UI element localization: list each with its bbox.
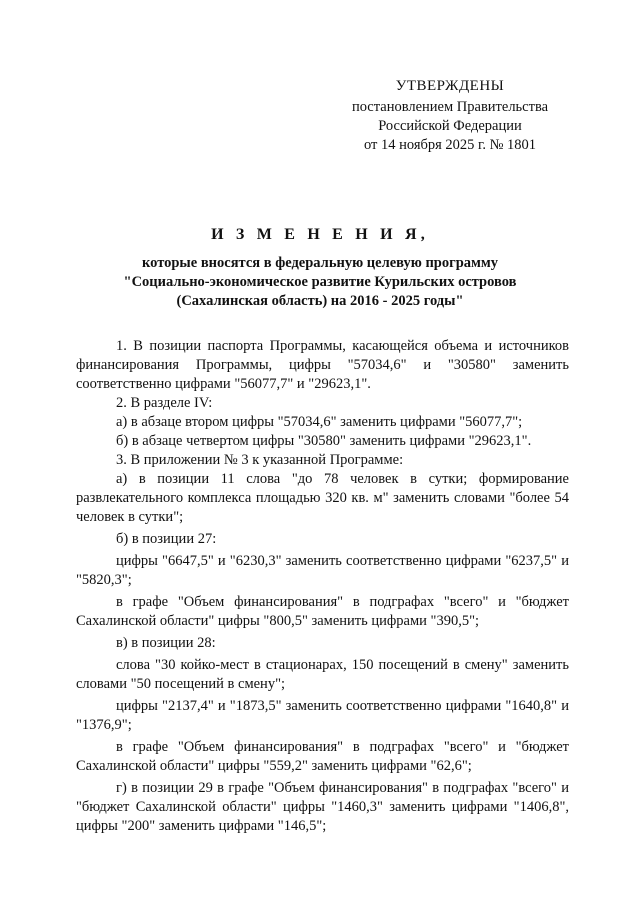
paragraph: а) в позиции 11 слова "до 78 человек в сутки; формирование развлекательного комплекса площадью 320 кв. м" заменить словами "более 54 человек в сутки";: [76, 471, 569, 525]
paragraph: 2. В разделе IV:: [116, 395, 213, 411]
approval-date-line: от 14 ноября 2025 г. № 1801: [363, 137, 537, 153]
approval-title: УТВЕРЖДЕНЫ: [395, 78, 505, 94]
paragraph: цифры "6647,5" и "6230,3" заменить соответственно цифрами "6237,5" и "5820,3";: [76, 553, 569, 588]
paragraph: в) в позиции 28:: [116, 635, 216, 651]
paragraph: в графе "Объем финансирования" в подграфах "всего" и "бюджет Сахалинской области" цифры "559,2" заменить цифрами "62,6";: [76, 739, 569, 774]
paragraph: слова "30 койко-мест в стационарах, 150 посещений в смену" заменить словами "50 посещений в смену";: [76, 657, 569, 692]
document-title: И З М Е Н Е Н И Я,: [211, 226, 429, 243]
approval-line: постановлением Правительства: [351, 99, 549, 115]
paragraph: б) в позиции 27:: [116, 531, 217, 547]
document-subtitle-line: (Сахалинская область) на 2016 - 2025 годы": [176, 293, 464, 309]
approval-block: [300, 77, 600, 155]
paragraph: 3. В приложении № 3 к указанной Программе:: [116, 452, 404, 468]
document-subtitle-line: "Социально-экономическое развитие Курильских островов: [123, 274, 517, 290]
paragraph: б) в абзаце четвертом цифры "30580" заменить цифрами "29623,1".: [116, 433, 532, 449]
paragraph: цифры "2137,4" и "1873,5" заменить соответственно цифрами "1640,8" и "1376,9";: [76, 698, 569, 733]
document-heading: [40, 226, 600, 311]
document-body: [76, 337, 569, 836]
paragraph: 1. В позиции паспорта Программы, касающейся объема и источников финансирования Программы, цифры "57034,6" и "30580" заменить соответственно цифрами "56077,7" и "29623,1".: [76, 338, 569, 392]
document-subtitle-line: которые вносятся в федеральную целевую программу: [141, 255, 499, 271]
paragraph: в графе "Объем финансирования" в подграфах "всего" и "бюджет Сахалинской области" цифры "800,5" заменить цифрами "390,5";: [76, 594, 569, 629]
paragraph: а) в абзаце втором цифры "57034,6" заменить цифрами "56077,7";: [116, 414, 523, 430]
paragraph: г) в позиции 29 в графе "Объем финансирования" в подграфах "всего" и "бюджет Сахалинской области" цифры "1460,3" заменить цифрами "1406,8", цифры "200" заменить цифрами "146,5";: [76, 780, 569, 834]
approval-line: Российской Федерации: [378, 118, 522, 134]
